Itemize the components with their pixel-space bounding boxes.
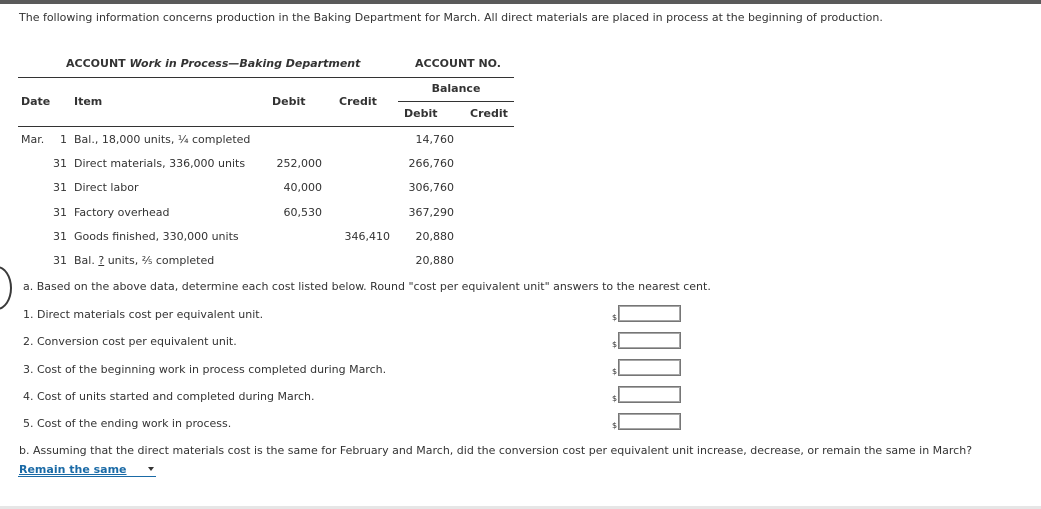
question-2-label: 2. Conversion cost per equivalent unit.	[23, 335, 237, 348]
row-day: 31	[53, 206, 67, 219]
part-b-prompt: b. Assuming that the direct materials cost is the same for February and March, did the conversion cost per equivalent unit increase, decrease, or remain the same in March?	[19, 444, 973, 457]
question-5-label: 5. Cost of the ending work in process.	[23, 417, 232, 430]
account-title-name: Work in Process—Baking Department	[129, 57, 361, 70]
balance-credit-header: Credit	[470, 107, 508, 120]
row-item: Direct labor	[74, 181, 139, 194]
row-item-suffix: units, ⅖ completed	[107, 254, 215, 267]
row-item: Direct materials, 336,000 units	[74, 157, 246, 170]
row-debit: 40,000	[283, 181, 322, 194]
row-item-prefix: Bal.	[74, 254, 95, 267]
balance-header-rule	[398, 101, 514, 102]
date-header: Date	[21, 95, 51, 108]
dollar-sign: $	[612, 394, 618, 403]
direct-materials-cost-input[interactable]	[618, 305, 681, 322]
intro-text: The following information concerns production in the Baking Department for March. All direct materials are placed in process at the beginning of production.	[19, 11, 883, 24]
row-balance-debit: 266,760	[408, 157, 454, 170]
account-title	[66, 57, 360, 71]
row-credit: 346,410	[344, 230, 390, 243]
ledger-header-rule	[18, 126, 514, 127]
dollar-sign: $	[612, 421, 618, 430]
account-title-prefix: ACCOUNT	[66, 57, 126, 70]
conversion-cost-change-select[interactable]: Remain the same	[19, 463, 127, 476]
row-debit: 252,000	[276, 157, 322, 170]
row-day: 31	[53, 254, 67, 267]
question-4-label: 4. Cost of units started and completed during March.	[23, 390, 315, 403]
chevron-down-icon[interactable]	[148, 467, 154, 471]
row-balance-debit: 367,290	[408, 206, 454, 219]
balance-header: Balance	[431, 82, 481, 95]
balance-debit-header: Debit	[404, 107, 438, 120]
left-edge-decoration	[0, 266, 12, 310]
question-3-label: 3. Cost of the beginning work in process completed during March.	[23, 363, 387, 376]
row-day: 1	[60, 133, 67, 146]
row-balance-debit: 20,880	[415, 230, 454, 243]
row-item: Goods finished, 330,000 units	[74, 230, 239, 243]
question-1-label: 1. Direct materials cost per equivalent unit.	[23, 308, 264, 321]
row-debit: 60,530	[283, 206, 322, 219]
item-header: Item	[74, 95, 103, 108]
credit-header: Credit	[339, 95, 377, 108]
row-balance-debit: 306,760	[408, 181, 454, 194]
row-item: Bal., 18,000 units, ¼ completed	[74, 133, 251, 146]
account-no-label: ACCOUNT NO.	[415, 57, 501, 70]
row-day: 31	[53, 157, 67, 170]
row-day: 31	[53, 181, 67, 194]
dollar-sign: $	[612, 340, 618, 349]
ledger-top-rule	[18, 77, 514, 78]
dollar-sign: $	[612, 313, 618, 322]
top-border	[0, 0, 1041, 4]
row-day: 31	[53, 230, 67, 243]
month-label: Mar.	[21, 133, 45, 146]
ending-wip-cost-input[interactable]	[618, 413, 681, 430]
started-completed-cost-input[interactable]	[618, 386, 681, 403]
conversion-cost-input[interactable]	[618, 332, 681, 349]
dollar-sign: $	[612, 367, 618, 376]
unknown-units-blank: ?	[98, 254, 105, 267]
row-balance-debit: 20,880	[415, 254, 454, 267]
row-balance-debit: 14,760	[415, 133, 454, 146]
row-item	[74, 254, 214, 268]
debit-header: Debit	[272, 95, 306, 108]
select-underline	[18, 476, 156, 477]
part-a-prompt: a. Based on the above data, determine each cost listed below. Round "cost per equivalent unit" answers to the nearest cent.	[23, 280, 711, 293]
beginning-wip-cost-input[interactable]	[618, 359, 681, 376]
row-item: Factory overhead	[74, 206, 170, 219]
